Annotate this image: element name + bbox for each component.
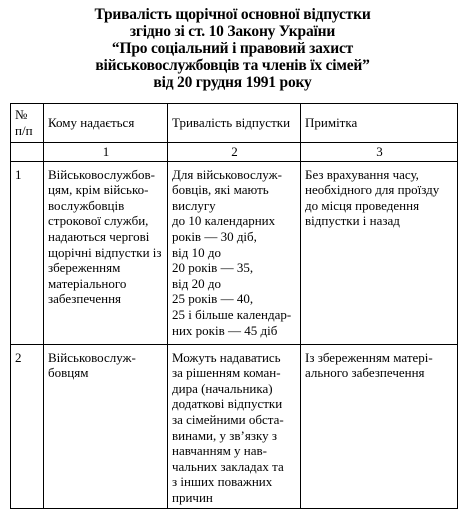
table-row xyxy=(11,344,458,508)
title-line: військовослужбовців та членів їх сімей” xyxy=(95,57,370,74)
title-line: “Про соціальний і правовий захист xyxy=(111,40,354,57)
table-header-row xyxy=(11,104,458,143)
header-number: № п/п xyxy=(11,104,44,143)
note-cell: Без врахування часу, необхідного для проїзду до місця проведення відпустки і назад xyxy=(301,161,458,344)
column-index: 1 xyxy=(44,143,168,162)
recipient-cell: Військовослуж- бовцям xyxy=(44,344,168,508)
recipient-cell: Військовослужбов- цям, крім військо- вослужбовців строкової служби, надаються чергові щорічні відпустки із збереженням матеріального забезпечення xyxy=(44,161,168,344)
header-duration: Тривалість відпустки xyxy=(168,104,301,143)
column-index: 2 xyxy=(168,143,301,162)
row-number: 1 xyxy=(11,161,44,344)
title-line: від 20 грудня 1991 року xyxy=(153,74,312,91)
row-number: 2 xyxy=(11,344,44,508)
header-note: Примітка xyxy=(301,104,458,143)
duration-cell: Для військовослуж- бовців, які мають вислугу до 10 календарних років — 30 діб, від 10 до 20 років — 35, від 20 до 25 років — 40, 25 і більше календар- них років — 45 діб xyxy=(168,161,301,344)
column-index xyxy=(11,143,44,162)
leave-duration-table xyxy=(10,103,458,509)
title-line: Тривалість щорічної основної відпустки xyxy=(94,6,371,23)
duration-cell: Можуть надаватись за рішенням коман- дира (начальника) додаткові відпустки за сімейними обста- винами, у зв’язку з навчанням у нав- чальних закладах та з інших поважних причин xyxy=(168,344,301,508)
document-title xyxy=(0,6,465,91)
title-line: згідно зі ст. 10 Закону України xyxy=(129,23,336,40)
column-index-row xyxy=(11,143,458,162)
header-recipient: Кому надається xyxy=(44,104,168,143)
column-index: 3 xyxy=(301,143,458,162)
note-cell: Із збереженням матері- ального забезпечення xyxy=(301,344,458,508)
table-row xyxy=(11,161,458,344)
